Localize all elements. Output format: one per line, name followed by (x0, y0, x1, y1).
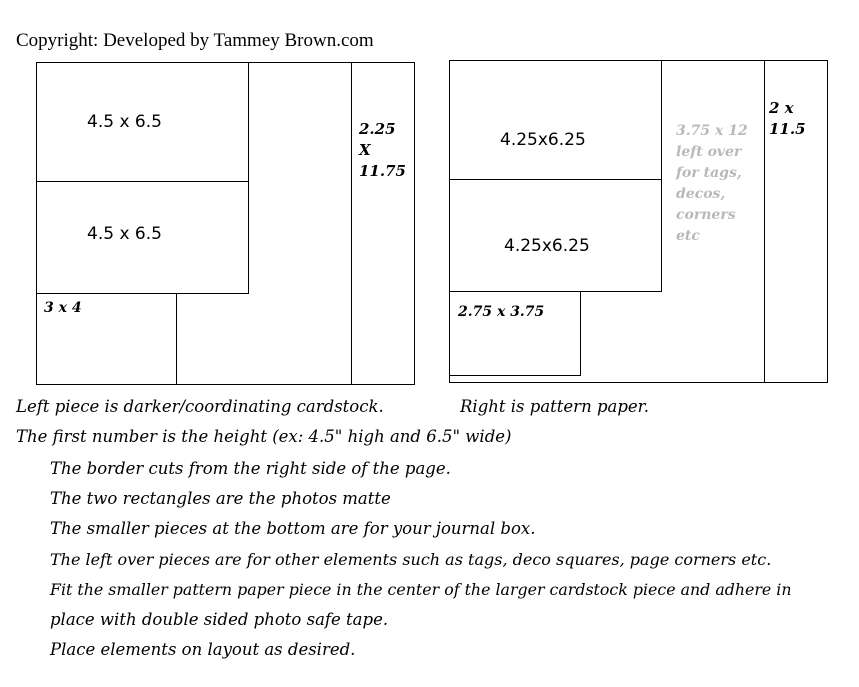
left-border-label: 2.25 X 11.75 (359, 120, 406, 180)
right-piece-description: Right is pattern paper. (460, 397, 649, 416)
note-line-4: The smaller pieces at the bottom are for your journal box. (50, 519, 536, 538)
left-rect-top-label: 4.5 x 6.5 (87, 112, 162, 132)
note-line-7: place with double sided photo safe tape. (50, 610, 389, 629)
left-border-divider (351, 62, 352, 385)
left-journal-label: 3 x 4 (44, 300, 82, 316)
copyright-text: Copyright: Developed by Tammey Brown.com (16, 30, 374, 51)
left-piece-description: Left piece is darker/coordinating cardstock. (16, 397, 384, 416)
note-line-8: Place elements on layout as desired. (50, 640, 356, 659)
note-line-1: The first number is the height (ex: 4.5" high and 6.5" wide) (16, 427, 512, 446)
right-rect-divider (449, 179, 662, 180)
right-journal-label: 2.75 x 3.75 (458, 304, 545, 320)
left-rect-bottom-edge (36, 293, 249, 294)
right-rect-middle-label: 4.25x6.25 (504, 236, 590, 256)
left-rect-divider (36, 181, 249, 182)
right-rect-top-label: 4.25x6.25 (500, 130, 586, 150)
left-journal-right-edge (176, 293, 177, 385)
right-rect-bottom-edge (449, 291, 662, 292)
note-line-5: The left over pieces are for other elements such as tags, deco squares, page corners etc. (50, 550, 772, 569)
right-rect-right-edge (661, 60, 662, 292)
note-line-3: The two rectangles are the photos matte (50, 489, 391, 508)
left-rect-middle-label: 4.5 x 6.5 (87, 224, 162, 244)
right-border-label: 2 x 11.5 (769, 99, 806, 138)
right-leftover-label: 3.75 x 12 left over for tags, decos, corners etc (676, 123, 748, 244)
note-line-6: Fit the smaller pattern paper piece in the center of the larger cardstock piece and adhere in (50, 580, 792, 599)
right-journal-right-edge (580, 291, 581, 376)
right-journal-bottom-edge (449, 375, 581, 376)
note-line-2: The border cuts from the right side of the page. (50, 459, 451, 478)
right-border-divider (764, 60, 765, 383)
left-rect-top-right-edge (248, 62, 249, 294)
